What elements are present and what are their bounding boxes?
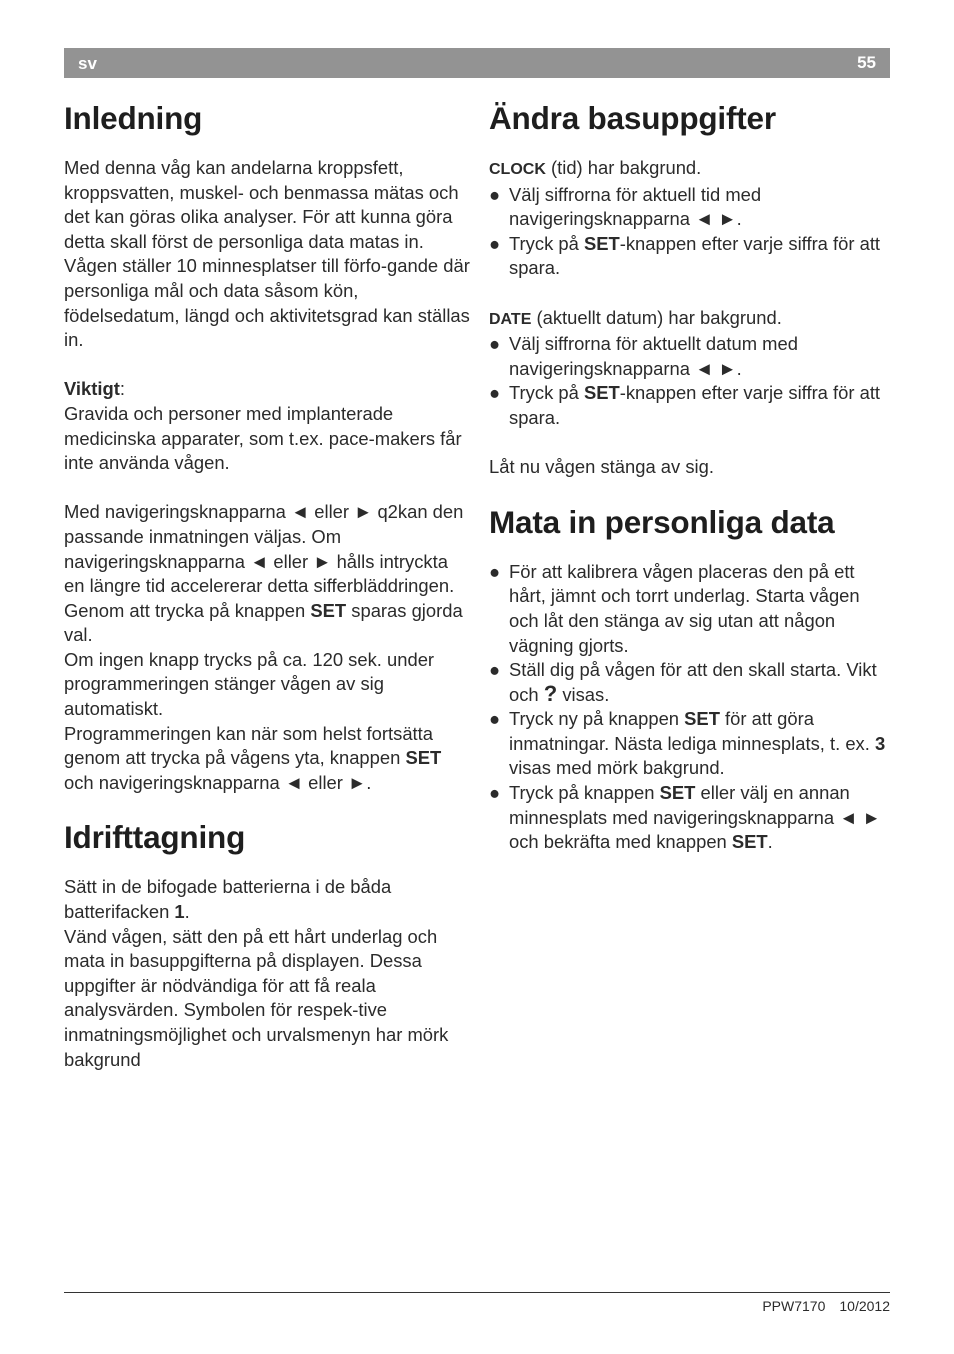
battery-paragraph <box>64 875 472 924</box>
date-list <box>489 332 893 430</box>
list-item-text: Välj siffrorna för aktuell tid med navigeringsknapparna ◄ ►. <box>509 183 762 230</box>
battery-text-pre: Sätt in de bifogade batterierna i de båda batterifacken <box>64 876 392 923</box>
list-item-text-pre: Ställ dig på vågen för att den skall starta. Vikt och <box>509 659 877 705</box>
language-code: sv <box>78 54 97 73</box>
list-item-text-pre: Tryck på <box>509 382 584 404</box>
bullet-icon: ● <box>489 560 501 582</box>
intro-paragraph: Med denna våg kan andelarna kroppsfett, kroppsvatten, muskel- och benmassa mätas och det kan göras olika analyser. För att kunna göra detta skall först de personliga data matas in. <box>64 157 459 252</box>
battery-compartment-number: 1 <box>174 901 185 923</box>
personal-data-list <box>489 560 893 855</box>
list-item <box>489 658 893 707</box>
header-bar <box>64 48 890 78</box>
list-item-text-pre: Tryck ny på knappen <box>509 708 685 730</box>
bullet-icon: ● <box>489 183 501 205</box>
set-key: SET <box>583 382 620 404</box>
set-text-pre: Genom att trycka på knappen <box>64 599 311 621</box>
clock-text: (tid) har bakgrund. <box>545 157 702 178</box>
footer <box>762 1298 890 1314</box>
closing-line: Låt nu vågen stänga av sig. <box>489 456 714 478</box>
footer-divider <box>64 1292 890 1293</box>
footer-model: PPW7170 <box>762 1298 826 1314</box>
list-item <box>489 560 893 658</box>
heading-idrifttagning: Idrifttagning <box>64 819 246 856</box>
bullet-icon: ● <box>489 382 501 404</box>
date-keyword: DATE <box>489 310 532 328</box>
continue-text-pre: Programmeringen kan när som helst fortsätta genom att trycka på vågens yta, knappen <box>64 722 433 769</box>
set-key: SET <box>684 708 720 730</box>
setup-paragraph: Vänd vågen, sätt den på ett hårt underlag och mata in basuppgifterna på displayen. Dessa uppgifter är nödvändiga för att få reala analysvärden. Symbolen för respek-tive inmatningsmöjlighet och urvalsmenyn har mörk bakgrund <box>64 925 449 1070</box>
important-note-text: Gravida och personer med implanterade medicinska apparater, som t.ex. pace-makers får inte använda vågen. <box>64 402 462 474</box>
date-line <box>489 306 893 333</box>
set-paragraph <box>64 599 472 648</box>
list-item-text-post: . <box>767 831 773 853</box>
list-item <box>489 381 893 430</box>
important-colon: : <box>119 378 125 400</box>
list-item-text-mid: för att göra inmatningar. Nästa lediga minnesplats, t. ex. <box>509 708 875 754</box>
list-item <box>489 232 893 281</box>
continue-text-post: och navigeringsknapparna ◄ eller ►. <box>64 771 372 793</box>
left-column <box>64 96 472 1072</box>
list-item <box>489 332 893 381</box>
footer-date: 10/2012 <box>839 1298 890 1314</box>
list-item-text-pre: Tryck på knappen <box>509 782 660 804</box>
set-text-post: sparas gjorda val. <box>64 599 463 646</box>
heading-inledning: Inledning <box>64 100 203 136</box>
important-note-label <box>64 377 472 402</box>
list-item <box>489 781 893 855</box>
set-key: SET <box>583 232 620 254</box>
continue-paragraph <box>64 722 472 796</box>
bullet-icon: ● <box>489 232 501 254</box>
list-item-text-post: -knappen efter varje siffra för att spara. <box>509 382 881 428</box>
set-key: SET <box>405 747 442 769</box>
set-key: SET <box>731 831 768 853</box>
set-key: SET <box>310 599 347 621</box>
bullet-icon: ● <box>489 333 501 355</box>
memory-paragraph: Vågen ställer 10 minnesplatser till förfo-gande där personliga mål och data såsom kön, födelsedatum, längd och aktivitetsgrad kan ställas in. <box>64 255 470 351</box>
clock-keyword: CLOCK <box>489 161 546 178</box>
right-column <box>489 96 893 855</box>
clock-list <box>489 183 893 281</box>
list-item <box>489 707 893 781</box>
memory-slot-number: 3 <box>874 732 886 754</box>
bullet-icon: ● <box>489 782 501 804</box>
auto-off-paragraph: Om ingen knapp trycks på ca. 120 sek. under programmeringen stänger vågen av sig automatiskt. <box>64 648 435 720</box>
list-item-text-pre: Tryck på <box>509 232 584 254</box>
heading-mata-in-personliga-data: Mata in personliga data <box>489 503 835 540</box>
bullet-icon: ● <box>489 659 501 681</box>
heading-andra-basuppgifter: Ändra basuppgifter <box>489 100 776 136</box>
date-text: (aktuellt datum) har bakgrund. <box>531 306 782 328</box>
list-item <box>489 183 893 232</box>
list-item-text: För att kalibrera vågen placeras den på ett hårt, jämnt och torrt underlag. Starta vågen och låt den stänga av sig utan att någon vägning gjorts. <box>509 560 860 656</box>
list-item-text-post: visas. <box>557 683 610 705</box>
important-label: Viktigt <box>64 378 120 400</box>
page-number: 55 <box>857 53 876 72</box>
battery-text-post: . <box>184 901 190 923</box>
list-item-text: Välj siffrorna för aktuellt datum med navigeringsknapparna ◄ ►. <box>509 333 798 379</box>
bullet-icon: ● <box>489 708 501 730</box>
question-mark-icon: ? <box>543 680 558 706</box>
list-item-text-mid: eller välj en annan minnesplats med navigeringsknapparna ◄ ► och bekräfta med knappen <box>509 782 881 853</box>
list-item-text-post: visas med mörk bakgrund. <box>509 757 725 779</box>
list-item-text-post: -knappen efter varje siffra för att spara. <box>509 232 881 279</box>
set-key: SET <box>659 782 696 804</box>
navigation-paragraph: Med navigeringsknapparna ◄ eller ► q2kan den passande inmatningen väljas. Om navigeringsknapparna ◄ eller ► hålls intryckta en längre tid accelererar detta sifferbläddringen. <box>64 501 464 597</box>
clock-line <box>489 156 893 183</box>
